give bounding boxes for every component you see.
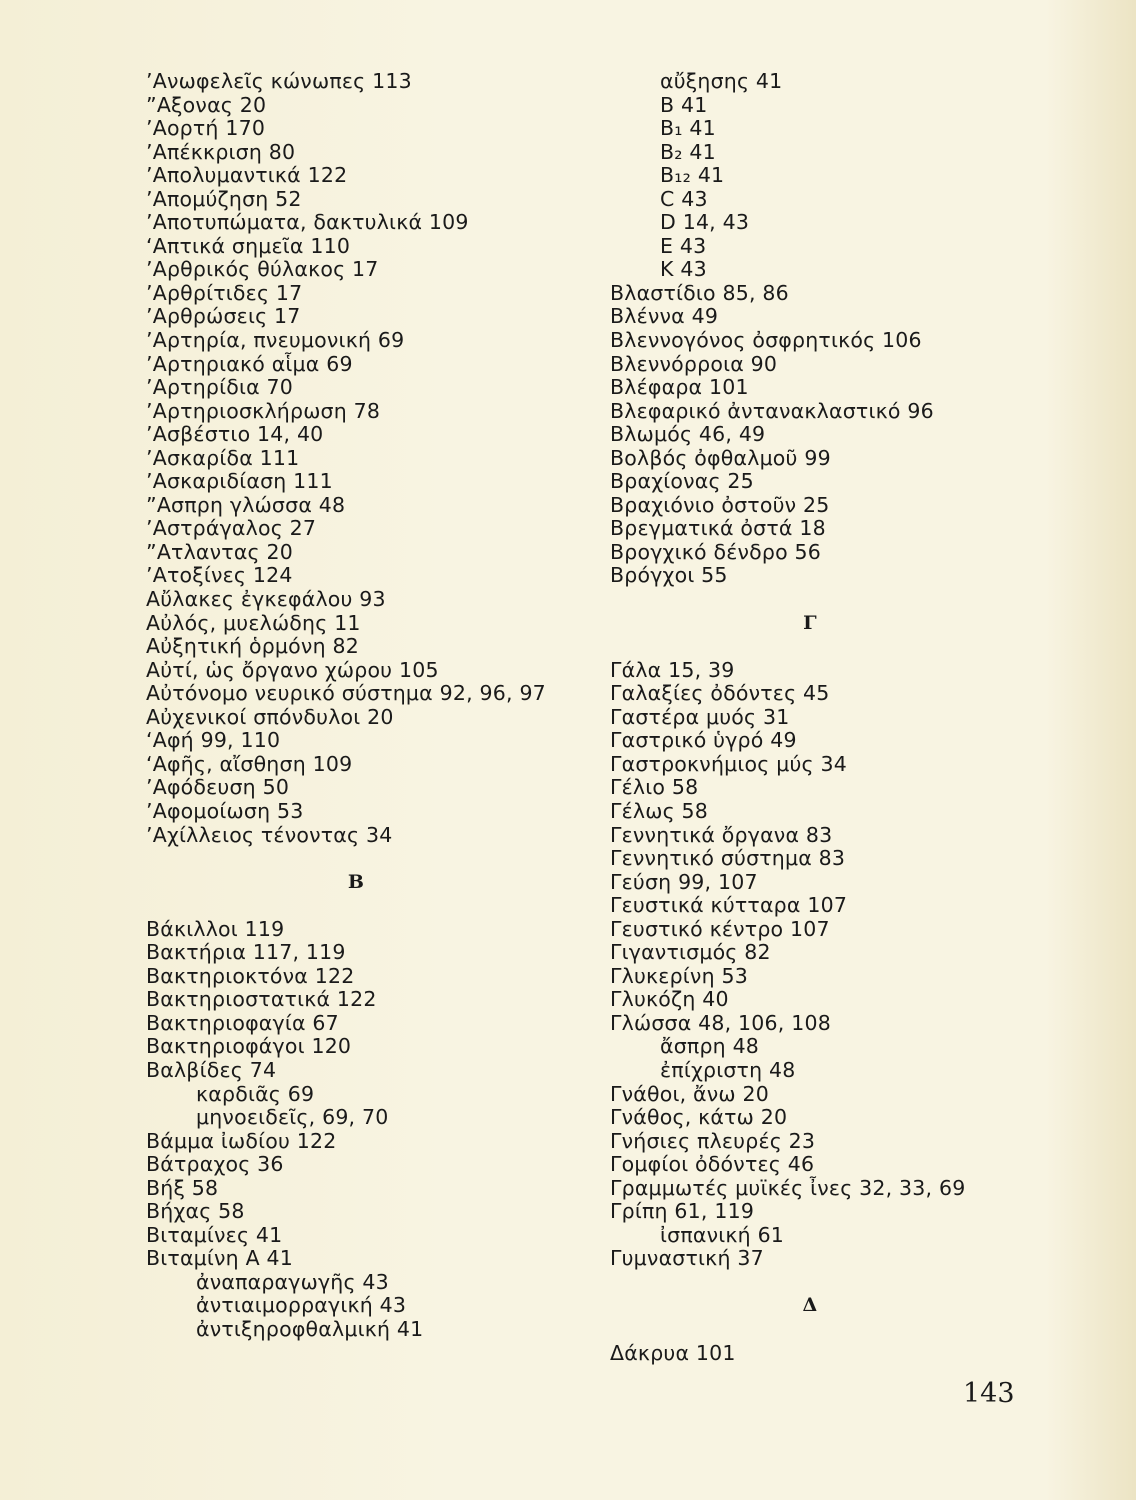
index-entry: Βλεννόρροια 90 xyxy=(610,351,778,376)
index-entry: Βάτραχος 36 xyxy=(146,1152,284,1177)
index-entry: Αὔλακες ἐγκεφάλου 93 xyxy=(146,587,386,612)
index-subentry: ἀναπαραγωγῆς 43 xyxy=(196,1269,389,1294)
index-entry: ’Ατοξίνες 124 xyxy=(146,563,293,588)
index-entry: Βραχίονας 25 xyxy=(610,469,754,494)
index-subentry: E 43 xyxy=(660,233,707,258)
index-subentry: Β₁₂ 41 xyxy=(660,163,725,188)
index-entry: Αὐχενικοί σπόνδυλοι 20 xyxy=(146,704,394,729)
index-entry: Αὐξητική ὁρμόνη 82 xyxy=(146,634,359,659)
index-entry: Γεννητικό σύστημα 83 xyxy=(610,846,846,871)
index-entry: ’Απολυμαντικά 122 xyxy=(146,163,348,188)
index-entry: Βλωμός 46, 49 xyxy=(610,422,766,447)
index-entry: Βακτηριοκτόνα 122 xyxy=(146,963,355,988)
index-entry: Βακτήρια 117, 119 xyxy=(146,940,346,965)
index-entry: Βλέφαρα 101 xyxy=(610,375,749,400)
index-entry: ’Αρτηρία, πνευμονική 69 xyxy=(146,328,405,353)
section-letter-heading: Γ xyxy=(803,611,817,634)
index-subentry: Β₁ 41 xyxy=(660,116,716,141)
index-entry: ’Αρθρώσεις 17 xyxy=(146,304,301,329)
index-entry: Βακτηριοφάγοι 120 xyxy=(146,1034,352,1059)
index-entry: ‘Αφῆς, αἴσθηση 109 xyxy=(146,751,353,776)
index-entry: ”Ατλαντας 20 xyxy=(146,539,293,564)
index-column-left xyxy=(146,70,566,1342)
index-entry: Βρεγματικά ὀστά 18 xyxy=(610,516,826,541)
index-entry: ’Απέκκριση 80 xyxy=(146,139,296,164)
index-entry: ’Αρτηρίδια 70 xyxy=(146,375,294,400)
index-entry: ’Ανωφελεῖς κώνωπες 113 xyxy=(146,69,412,93)
index-entry: Γνάθοι, ἄνω 20 xyxy=(610,1081,769,1106)
index-entry: ’Αφόδευση 50 xyxy=(146,775,290,800)
index-entry: Αὐλός, μυελώδης 11 xyxy=(146,610,361,635)
index-entry: Γλυκερίνη 53 xyxy=(610,963,748,988)
index-entry: ’Αποτυπώματα, δακτυλικά 109 xyxy=(146,210,469,235)
index-entry: ”Αξονας 20 xyxy=(146,92,267,117)
index-entry: Γαστρικό ὑγρό 49 xyxy=(610,728,797,753)
index-entry: ’Ασβέστιο 14, 40 xyxy=(146,422,324,447)
index-entry: Γνάθος, κάτω 20 xyxy=(610,1105,788,1130)
index-entry: Γλώσσα 48, 106, 108 xyxy=(610,1010,831,1035)
index-entry: ’Αρτηριοσκλήρωση 78 xyxy=(146,398,381,423)
index-entry: Αὐτί, ὡς ὄργανο χώρου 105 xyxy=(146,657,439,682)
index-entry: Βαλβίδες 74 xyxy=(146,1057,277,1082)
index-subentry: καρδιᾶς 69 xyxy=(196,1081,315,1106)
index-subentry: αὔξησης 41 xyxy=(660,69,783,93)
index-entry: Βλαστίδιο 85, 86 xyxy=(610,280,789,305)
index-entry: ‘Αφή 99, 110 xyxy=(146,728,281,753)
index-entry: Γομφίοι ὀδόντες 46 xyxy=(610,1152,815,1177)
index-entry: Γλυκόζη 40 xyxy=(610,987,729,1012)
index-entry: Γάλα 15, 39 xyxy=(610,657,735,682)
section-gap xyxy=(610,635,1010,659)
index-entry: Βιταμίνες 41 xyxy=(146,1222,283,1247)
index-entry: Γεύση 99, 107 xyxy=(610,869,758,894)
index-subentry: D 14, 43 xyxy=(660,210,750,235)
index-entry: Βάκιλλοι 119 xyxy=(146,916,285,941)
index-entry: ’Αρτηριακό αἷμα 69 xyxy=(146,351,353,376)
index-entry: Γαστροκνήμιος μύς 34 xyxy=(610,751,847,776)
index-subentry: ἄσπρη 48 xyxy=(660,1034,760,1059)
index-entry: Γραμμωτές μυϊκές ἶνες 32, 33, 69 xyxy=(610,1175,966,1200)
index-subentry: ἐπίχριστη 48 xyxy=(660,1057,796,1082)
index-subentry: C 43 xyxy=(660,186,708,211)
section-letter-heading: Δ xyxy=(802,1294,818,1317)
page-number: 143 xyxy=(963,1378,1015,1409)
index-entry: Βακτηριοστατικά 122 xyxy=(146,987,377,1012)
index-entry: Γέλως 58 xyxy=(610,798,709,823)
index-entry: Γευστικά κύτταρα 107 xyxy=(610,893,848,918)
index-entry: Γεννητικά ὄργανα 83 xyxy=(610,822,833,847)
index-entry: Βρογχικό δένδρο 56 xyxy=(610,539,822,564)
index-entry: Γευστικό κέντρο 107 xyxy=(610,916,830,941)
index-entry: Γέλιο 58 xyxy=(610,775,699,800)
section-gap xyxy=(610,1271,1010,1295)
index-entry: ’Αφομοίωση 53 xyxy=(146,798,304,823)
index-entry: Βήχας 58 xyxy=(146,1199,245,1224)
index-entry: Γιγαντισμός 82 xyxy=(610,940,771,965)
index-entry: ’Αρθρίτιδες 17 xyxy=(146,280,303,305)
section-gap xyxy=(146,847,566,871)
index-entry: ’Ασκαριδίαση 111 xyxy=(146,469,333,494)
index-entry: ’Ασκαρίδα 111 xyxy=(146,445,300,470)
index-subentry: Β 41 xyxy=(660,92,708,117)
index-subentry: K 43 xyxy=(660,257,707,282)
index-entry: ’Αστράγαλος 27 xyxy=(146,516,317,541)
index-subentry: Β₂ 41 xyxy=(660,139,716,164)
section-gap xyxy=(610,1318,1010,1342)
index-entry: Γαλαξίες ὀδόντες 45 xyxy=(610,681,830,706)
index-entry: Βραχιόνιο ὀστοῦν 25 xyxy=(610,492,830,517)
index-entry: ‘Απτικά σημεῖα 110 xyxy=(146,233,351,258)
index-subentry: μηνοειδεῖς, 69, 70 xyxy=(196,1105,389,1130)
section-gap xyxy=(146,894,566,918)
index-entry: Δάκρυα 101 xyxy=(610,1340,736,1365)
index-column-right xyxy=(610,70,1010,1365)
index-entry: ’Αχίλλειος τένοντας 34 xyxy=(146,822,393,847)
index-entry: Βρόγχοι 55 xyxy=(610,563,728,588)
index-entry: Γυμναστική 37 xyxy=(610,1246,764,1271)
index-entry: Γνήσιες πλευρές 23 xyxy=(610,1128,816,1153)
index-entry: ’Αορτή 170 xyxy=(146,116,266,141)
index-entry: Βλέννα 49 xyxy=(610,304,719,329)
index-entry: Βλεννογόνος ὀσφρητικός 106 xyxy=(610,328,922,353)
index-entry: Βήξ 58 xyxy=(146,1175,219,1200)
index-entry: ’Απομύζηση 52 xyxy=(146,186,302,211)
index-entry: ’Αρθρικός θύλακος 17 xyxy=(146,257,379,282)
index-entry: Βιταμίνη Α 41 xyxy=(146,1246,294,1271)
index-entry: Γρίπη 61, 119 xyxy=(610,1199,755,1224)
index-entry: Βλεφαρικό ἀντανακλαστικό 96 xyxy=(610,398,934,423)
section-letter-heading: Β xyxy=(347,870,365,893)
section-gap xyxy=(610,588,1010,612)
index-subentry: ἀντιαιμορραγική 43 xyxy=(196,1293,407,1318)
index-entry: Γαστέρα μυός 31 xyxy=(610,704,790,729)
index-entry: ”Ασπρη γλώσσα 48 xyxy=(146,492,346,517)
index-entry: Βακτηριοφαγία 67 xyxy=(146,1010,339,1035)
index-entry: Βολβός ὀφθαλμοῦ 99 xyxy=(610,445,831,470)
index-entry: Αὐτόνομο νευρικό σύστημα 92, 96, 97 xyxy=(146,681,546,706)
index-subentry: ἰσπανική 61 xyxy=(660,1222,785,1247)
index-subentry: ἀντιξηροφθαλμική 41 xyxy=(196,1316,424,1341)
index-entry: Βάμμα ἰωδίου 122 xyxy=(146,1128,337,1153)
